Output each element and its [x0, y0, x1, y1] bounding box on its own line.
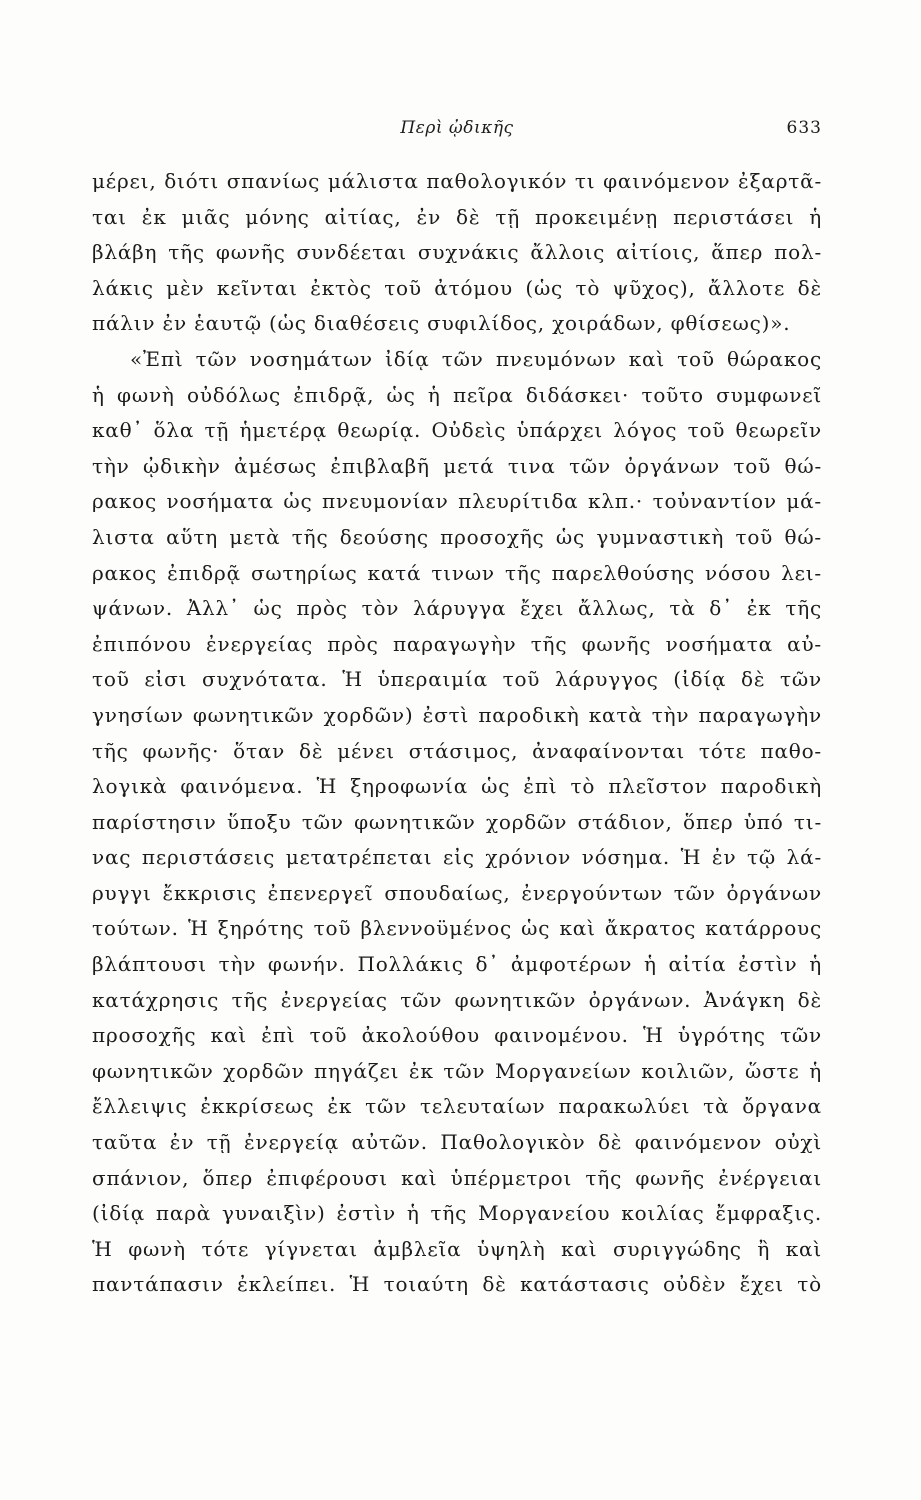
- page-number: 633: [786, 118, 822, 138]
- text-line: λογικὰ φαινόμενα. Ἡ ξηροφωνία ὡς ἐπὶ τὸ πλεῖστον παροδικὴ: [92, 774, 822, 799]
- text-line: κατάχρησις τῆς ἐνεργείας τῶν φωνητικῶν ὀργάνων. Ἀνάγκη δὲ: [92, 987, 822, 1012]
- text-line: βλάβη τῆς φωνῆς συνδέεται συχνάκις ἄλλοις αἰτίοις, ἅπερ πολ-: [92, 240, 822, 265]
- body-text: [92, 164, 822, 1303]
- text-line: τοῦ εἰσι συχνότατα. Ἡ ὑπεραιμία τοῦ λάρυγγος (ἰδίᾳ δὲ τῶν: [92, 667, 822, 692]
- text-line: βλάπτουσι τὴν φωνήν. Πολλάκις δ᾽ ἀμφοτέρων ἡ αἰτία ἐστὶν ἡ: [92, 952, 822, 977]
- text-line: πάλιν ἐν ἑαυτῷ (ὡς διαθέσεις συφιλίδος, χοιράδων, φθίσεως)».: [92, 311, 791, 336]
- text-line: «Ἐπὶ τῶν νοσημάτων ἰδίᾳ τῶν πνευμόνων καὶ τοῦ θώρακος: [130, 346, 822, 371]
- text-line: σπάνιον, ὅπερ ἐπιφέρουσι καὶ ὑπέρμετροι τῆς φωνῆς ἐνέργειαι: [92, 1165, 822, 1190]
- text-line: ἔλλειψις ἐκκρίσεως ἐκ τῶν τελευταίων παρακωλύει τὰ ὄργανα: [92, 1094, 822, 1119]
- text-line: (ἰδίᾳ παρὰ γυναιξὶν) ἐστὶν ἡ τῆς Μοργανείου κοιλίας ἔμφραξις.: [92, 1201, 822, 1226]
- text-line: μέρει, διότι σπανίως μάλιστα παθολογικόν τι φαινόμενον ἐξαρτᾶ-: [92, 169, 822, 193]
- text-line: ρακος νοσήματα ὡς πνευμονίαν πλευρίτιδα κλπ.· τοὐναντίον μά-: [92, 489, 822, 514]
- text-line: ψάνων. Ἀλλ᾽ ὡς πρὸς τὸν λάρυγγα ἔχει ἄλλως, τὰ δ᾽ ἐκ τῆς: [92, 596, 822, 621]
- text-line: γνησίων φωνητικῶν χορδῶν) ἐστὶ παροδικὴ κατὰ τὴν παραγωγὴν: [92, 702, 822, 727]
- text-line: ταῦτα ἐν τῇ ἐνεργείᾳ αὐτῶν. Παθολογικὸν δὲ φαινόμενον οὐχὶ: [92, 1130, 822, 1155]
- text-line: ρακος ἐπιδρᾷ σωτηρίως κατά τινων τῆς παρελθούσης νόσου λει-: [92, 560, 822, 585]
- text-line: παντάπασιν ἐκλείπει. Ἡ τοιαύτη δὲ κατάστασις οὐδὲν ἔχει τὸ: [92, 1272, 822, 1297]
- text-line: τούτων. Ἡ ξηρότης τοῦ βλεννοϋμένος ὡς καὶ ἄκρατος κατάρρους: [92, 916, 822, 941]
- text-line: ἐπιπόνου ἐνεργείας πρὸς παραγωγὴν τῆς φωνῆς νοσήματα αὐ-: [92, 631, 822, 656]
- text-line: προσοχῆς καὶ ἐπὶ τοῦ ἀκολούθου φαινομένου. Ἡ ὑγρότης τῶν: [92, 1023, 822, 1048]
- text-line: λιστα αὕτη μετὰ τῆς δεούσης προσοχῆς ὡς γυμναστικὴ τοῦ θώ-: [92, 524, 822, 549]
- text-line: ἡ φωνὴ οὐδόλως ἐπιδρᾷ, ὡς ἡ πεῖρα διδάσκει· τοῦτο συμφωνεῖ: [92, 382, 822, 407]
- text-line: φωνητικῶν χορδῶν πηγάζει ἐκ τῶν Μοργανείων κοιλιῶν, ὥστε ἡ: [92, 1058, 822, 1083]
- text-line: νας περιστάσεις μετατρέπεται εἰς χρόνιον νόσημα. Ἡ ἐν τῷ λά-: [92, 845, 822, 870]
- text-line: παρίστησιν ὕποξυ τῶν φωνητικῶν χορδῶν στάδιον, ὅπερ ὑπό τι-: [92, 809, 822, 834]
- running-title: Περὶ ᾠδικῆς: [400, 118, 514, 138]
- text-line: καθ᾽ ὅλα τῇ ἡμετέρᾳ θεωρίᾳ. Οὐδεὶς ὑπάρχει λόγος τοῦ θεωρεῖν: [92, 418, 822, 443]
- text-line: τὴν ᾠδικὴν ἀμέσως ἐπιβλαβῆ μετά τινα τῶν ὀργάνων τοῦ θώ-: [92, 453, 822, 478]
- text-line: Ἡ φωνὴ τότε γίγνεται ἀμβλεῖα ὑψηλὴ καὶ συριγγώδης ἢ καὶ: [92, 1236, 822, 1261]
- running-head: [92, 118, 822, 142]
- text-line: ρυγγι ἔκκρισις ἐπενεργεῖ σπουδαίως, ἐνεργούντων τῶν ὀργάνων: [92, 880, 822, 905]
- text-line: τῆς φωνῆς· ὅταν δὲ μένει στάσιμος, ἀναφαίνονται τότε παθο-: [92, 738, 822, 763]
- text-line: ται ἐκ μιᾶς μόνης αἰτίας, ἐν δὲ τῇ προκειμένῃ περιστάσει ἡ: [92, 204, 822, 229]
- text-line: λάκις μὲν κεῖνται ἐκτὸς τοῦ ἀτόμου (ὡς τὸ ψῦχος), ἄλλοτε δὲ: [92, 275, 822, 300]
